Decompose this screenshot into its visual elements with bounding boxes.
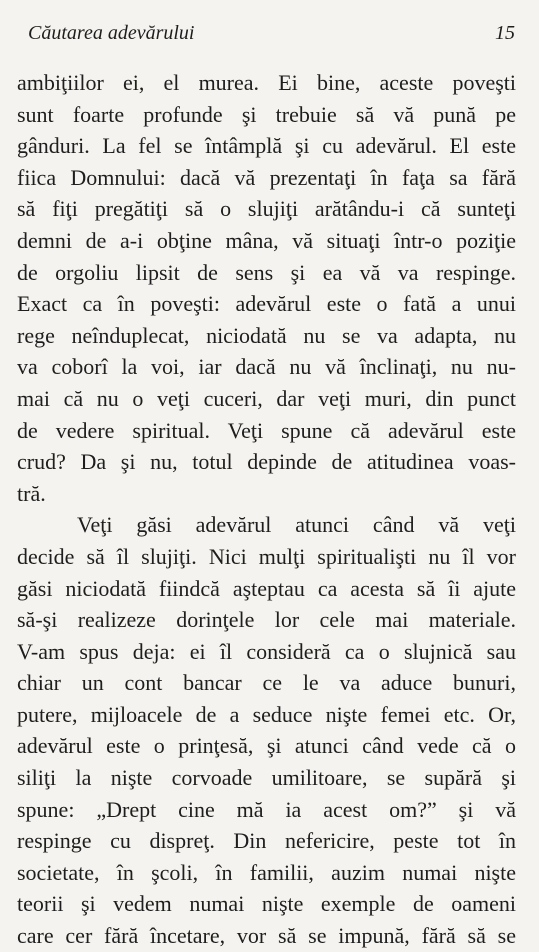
text-line: mai că nu o veţi cuceri, dar veţi muri, din punct <box>17 385 516 411</box>
text-line: găsi niciodată fiindcă aşteptau ca acesta să îi ajute <box>17 575 516 601</box>
text-line: crud? Da şi nu, totul depinde de atitudinea voas- <box>17 449 516 475</box>
text-line: siliţi la nişte corvoade umilitoare, se supără şi <box>17 765 516 791</box>
page-header <box>28 22 515 48</box>
text-line: chiar un cont bancar ce le va aduce bunuri, <box>17 670 516 696</box>
text-line: societate, în şcoli, în familii, auzim numai nişte <box>17 859 516 885</box>
text-line: să-şi realizeze dorinţele lor cele mai materiale. <box>17 607 516 633</box>
text-line: tră. <box>17 480 46 506</box>
text-line: sunt foarte profunde şi trebuie să vă pună pe <box>17 101 516 127</box>
running-title: Căutarea adevărului <box>28 22 195 44</box>
paragraph <box>17 509 516 951</box>
text-line: respinge cu dispreţ. Din nefericire, peste tot în <box>17 828 516 854</box>
text-line: care cer fără încetare, vor să se impună, fără să se <box>17 923 516 949</box>
text-line: Exact ca în poveşti: adevărul este o fată a unui <box>17 291 516 317</box>
text-line: demni de a-i obţine mâna, vă situaţi într-o poziţie <box>17 227 516 253</box>
text-line: V-am spus deja: ei îl consideră ca o slujnică sau <box>17 638 516 664</box>
text-line: ambiţiilor ei, el murea. Ei bine, aceste poveşti <box>17 70 516 95</box>
text-line: gânduri. La fel se întâmplă şi cu adevărul. El este <box>17 133 516 159</box>
text-line: va coborî la voi, iar dacă nu vă înclinaţi, nu nu- <box>17 354 516 380</box>
text-line: teorii şi vedem numai nişte exemple de oameni <box>17 891 516 917</box>
text-line: decide să îl slujiţi. Nici mulţi spiritualişti nu îl vor <box>17 543 516 569</box>
page-number: 15 <box>495 22 515 44</box>
body-text <box>17 67 516 952</box>
text-line: spune: „Drept cine mă ia acest om?” şi vă <box>17 796 516 822</box>
text-line: adevărul este o prinţesă, şi atunci când vede că o <box>17 733 516 759</box>
text-line: Veţi găsi adevărul atunci când vă veţi <box>77 512 516 538</box>
text-line: să fiţi pregătiţi să o slujiţi arătându-i că sunteţi <box>17 196 516 222</box>
text-line: fiica Domnului: dacă vă prezentaţi în faţa sa fără <box>17 164 516 190</box>
text-line: de vedere spiritual. Veţi spune că adevărul este <box>17 417 516 443</box>
text-line: de orgoliu lipsit de sens şi ea vă va respinge. <box>17 259 516 285</box>
paragraph <box>17 67 516 509</box>
text-line: putere, mijloacele de a seduce nişte femei etc. Or, <box>17 701 516 727</box>
text-line: rege neînduplecat, niciodată nu se va adapta, nu <box>17 322 516 348</box>
